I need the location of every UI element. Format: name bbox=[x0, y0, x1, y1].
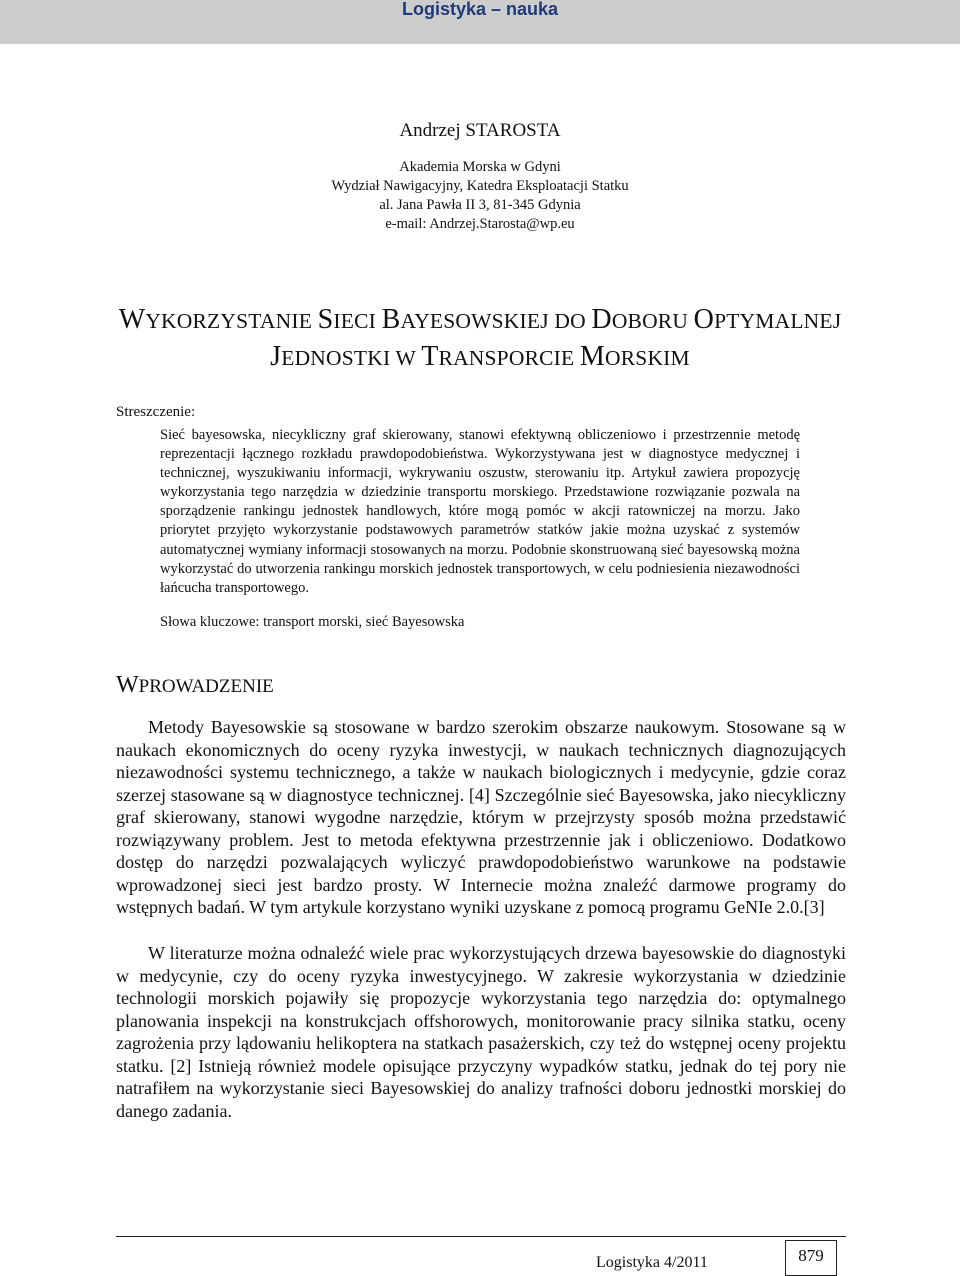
paper-title-line-1 bbox=[0, 302, 960, 339]
author-name: Andrzej STAROSTA bbox=[399, 120, 561, 141]
footer-journal: Logistyka 4/2011 bbox=[596, 1254, 708, 1271]
footer-divider bbox=[116, 1236, 846, 1237]
title-cap: T bbox=[421, 341, 439, 372]
section-heading bbox=[116, 673, 274, 699]
page-number: 879 bbox=[785, 1240, 837, 1276]
title-word: OBORU bbox=[611, 309, 694, 333]
affiliation-line: Akademia Morska w Gdyni bbox=[399, 159, 561, 175]
title-word: AYESOWSKIEJ DO bbox=[400, 309, 592, 333]
body-paragraph: W literaturze można odnaleźć wiele prac wykorzystujących drzewa bayesowskie do diagnostyki w medycynie, czy do oceny ryzyka inwestycyjnego. W zakresie wykorzystania w dziedzinie technologii morskich pojawiły się propozycje wykorzystania tego narzędzia do: optymalnego planowania inspekcji na konstrukcjach offshorowych, monitorowanie pracy silnika statku, oceny zagrożenia przy lądowaniu helikoptera na statkach pasażerskich, czy też do wstępnej oceny projektu statku. [2] Istnieją również modele opisujące przyczyny wypadków statku, jednak do tej pory nie natrafiłem na wykorzystanie sieci Bayesowskiej do analizy trafności doboru jednostki morskiej do danego zadania. bbox=[116, 943, 846, 1121]
title-cap: O bbox=[693, 304, 715, 335]
affiliation-line: Wydział Nawigacyjny, Katedra Eksploatacji Statku bbox=[331, 178, 629, 194]
title-word: RANSPORCIE bbox=[438, 346, 580, 370]
running-header-title: Logistyka – nauka bbox=[401, 0, 559, 19]
title-word: PTYMALNEJ bbox=[714, 309, 842, 333]
title-cap: J bbox=[270, 341, 282, 372]
title-cap: D bbox=[591, 304, 612, 335]
title-word: EDNOSTKI W bbox=[281, 346, 422, 370]
abstract-label: Streszczenie: bbox=[116, 404, 196, 420]
author-affiliation bbox=[0, 158, 960, 234]
abstract-text: Sieć bayesowska, niecykliczny graf skierowany, stanowi efektywną obliczeniowo i przestrzennie metodę reprezentacji łącznego rozkładu prawdopodobieństwa. Wykorzystywana jest w diagnostyce medycznej i technicznej, wyszukiwaniu informacji, wykrywaniu oszustw, sterowaniu itp. Artykuł zawiera propozycję wykorzystania tego narzędzia w dziedzinie transportu morskiego. Przedstawione rozwiązanie pozwala na sporządzenie rankingu jednostek handlowych, które mogą pomóc w akcji ratowniczej na morzu. Jako priorytet przyjęto wykorzystanie podstawowych parametrów statków jakie można uzyskać z systemów automatycznej wymiany informacji stosowanych na morzu. Podobnie skonstruowaną sieć bayesowską można wykorzystać do utworzenia rankingu morskich jednostek transportowych, w celu podniesienia niezawodności łańcucha transportowego. bbox=[160, 427, 800, 596]
affiliation-line: al. Jana Pawła II 3, 81-345 Gdynia bbox=[379, 197, 581, 213]
keywords: Słowa kluczowe: transport morski, sieć Bayesowska bbox=[160, 614, 465, 630]
title-word: ORSKIM bbox=[605, 346, 690, 370]
section-word: PROWADZENIE bbox=[138, 676, 274, 697]
paper-title-line-2 bbox=[0, 339, 960, 376]
body-paragraph: Metody Bayesowskie są stosowane w bardzo szerokim obszarze naukowym. Stosowane są w naukach ekonomicznych do oceny ryzyka inwestycji, w naukach technicznych diagnozujących niezawodności systemu technicznego, a także w naukach biologicznych i medycynie, gdzie coraz szerzej stasowane są w diagnostyce technicznej. [4] Szczególnie sieć Bayesowska, jako niecykliczny graf skierowany, stanowi wygodne narzędzie, którym w przejrzysty sposób można przedstawić rozwiązywany problem. Jest to metoda efektywna przestrzennie jak i obliczeniowo. Dodatkowo dostęp do narzędzi pozwalających wyliczyć prawdopodobieństwo warunkowe na podstawie wprowadzonej sieci jest bardzo prosty. W Internecie można znaleźć darmowe programy do wstępnych badań. W tym artykule korzystano wyniki uzyskane z pomocą programu GeNIe 2.0.[3] bbox=[116, 717, 846, 917]
paper-title bbox=[0, 302, 960, 376]
title-cap: S bbox=[317, 304, 334, 335]
title-cap: M bbox=[579, 341, 606, 372]
title-word: IECI bbox=[333, 309, 382, 333]
affiliation-email: e-mail: Andrzej.Starosta@wp.eu bbox=[385, 216, 575, 232]
title-cap: B bbox=[381, 304, 401, 335]
section-cap: W bbox=[116, 672, 139, 698]
title-cap: W bbox=[118, 304, 146, 335]
title-word: YKORZYSTANIE bbox=[145, 309, 318, 333]
running-header bbox=[0, 0, 960, 44]
